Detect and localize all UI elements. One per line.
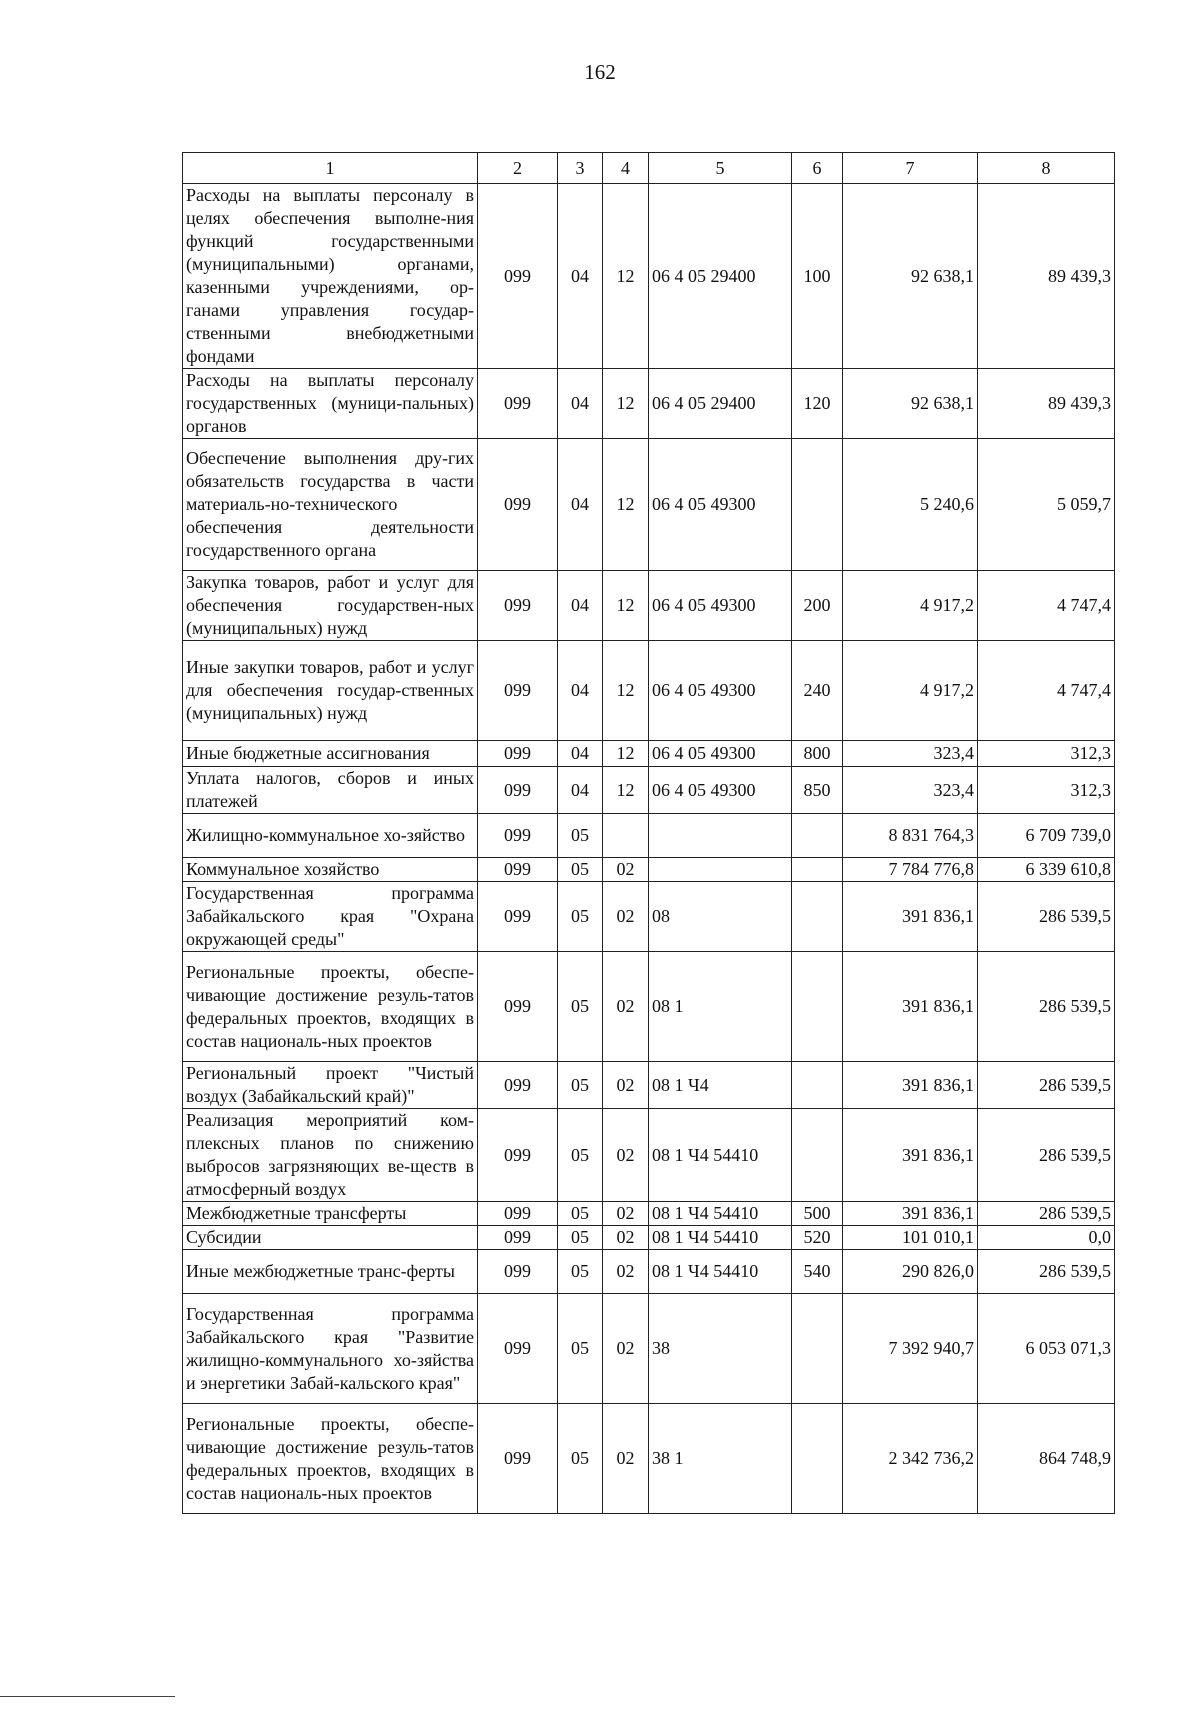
row-name-cell: Региональные проекты, обеспе-чивающие достижение резуль-татов федеральных проектов, входящих в состав националь-ных проектов <box>183 952 478 1062</box>
row-code-cell: 099 <box>478 641 558 741</box>
row-target-article-cell <box>649 858 792 882</box>
column-header: 8 <box>978 153 1115 184</box>
row-amount-cell: 391 836,1 <box>843 1202 978 1226</box>
row-section-cell: 04 <box>558 571 603 641</box>
row-target-article-cell: 06 4 05 49300 <box>649 767 792 814</box>
row-expense-type-cell: 500 <box>792 1202 843 1226</box>
row-section-cell: 05 <box>558 1202 603 1226</box>
row-code-cell: 099 <box>478 1226 558 1250</box>
row-name-cell: Иные закупки товаров, работ и услуг для обеспечения государ-ственных (муниципальных) нужд <box>183 641 478 741</box>
row-name-cell: Уплата налогов, сборов и иных платежей <box>183 767 478 814</box>
row-section-cell: 05 <box>558 1109 603 1202</box>
row-subsection-cell: 12 <box>603 184 649 369</box>
row-section-cell: 05 <box>558 882 603 952</box>
row-target-article-cell: 08 1 Ч4 54410 <box>649 1109 792 1202</box>
row-code-cell: 099 <box>478 369 558 439</box>
row-target-article-cell: 08 1 Ч4 54410 <box>649 1226 792 1250</box>
row-subsection-cell: 02 <box>603 1062 649 1109</box>
row-subsection-cell: 12 <box>603 369 649 439</box>
row-amount-cell: 286 539,5 <box>978 882 1115 952</box>
column-header: 2 <box>478 153 558 184</box>
row-expense-type-cell <box>792 814 843 858</box>
row-amount-cell: 6 053 071,3 <box>978 1294 1115 1404</box>
row-code-cell: 099 <box>478 952 558 1062</box>
column-header: 1 <box>183 153 478 184</box>
row-expense-type-cell <box>792 1294 843 1404</box>
row-expense-type-cell <box>792 1062 843 1109</box>
row-code-cell: 099 <box>478 1404 558 1514</box>
table-header <box>183 153 1115 184</box>
row-target-article-cell: 06 4 05 49300 <box>649 741 792 767</box>
row-code-cell: 099 <box>478 882 558 952</box>
row-subsection-cell: 02 <box>603 1250 649 1294</box>
row-subsection-cell: 02 <box>603 1109 649 1202</box>
row-name-cell: Государственная программа Забайкальского края "Охрана окружающей среды" <box>183 882 478 952</box>
table-row <box>183 767 1115 814</box>
row-code-cell: 099 <box>478 1109 558 1202</box>
row-code-cell: 099 <box>478 184 558 369</box>
row-amount-cell: 92 638,1 <box>843 369 978 439</box>
table-row <box>183 858 1115 882</box>
row-target-article-cell: 08 1 <box>649 952 792 1062</box>
table-row <box>183 741 1115 767</box>
row-name-cell: Обеспечение выполнения дру-гих обязательств государства в части материаль-но-технического обеспечения деятельности государственного органа <box>183 439 478 571</box>
table-row <box>183 952 1115 1062</box>
row-name-cell: Коммунальное хозяйство <box>183 858 478 882</box>
row-expense-type-cell: 120 <box>792 369 843 439</box>
row-expense-type-cell: 540 <box>792 1250 843 1294</box>
column-header: 4 <box>603 153 649 184</box>
row-name-cell: Государственная программа Забайкальского края "Развитие жилищно-коммунального хо-зяйства и энергетики Забай-кальского края" <box>183 1294 478 1404</box>
row-target-article-cell: 06 4 05 49300 <box>649 641 792 741</box>
row-section-cell: 05 <box>558 952 603 1062</box>
row-amount-cell: 4 917,2 <box>843 571 978 641</box>
row-name-cell: Региональный проект "Чистый воздух (Забайкальский край)" <box>183 1062 478 1109</box>
row-subsection-cell: 12 <box>603 767 649 814</box>
row-section-cell: 04 <box>558 439 603 571</box>
table-row <box>183 1404 1115 1514</box>
row-subsection-cell: 02 <box>603 1404 649 1514</box>
row-amount-cell: 2 342 736,2 <box>843 1404 978 1514</box>
row-name-cell: Региональные проекты, обеспе-чивающие достижение резуль-татов федеральных проектов, входящих в состав националь-ных проектов <box>183 1404 478 1514</box>
row-section-cell: 05 <box>558 1250 603 1294</box>
column-header: 5 <box>649 153 792 184</box>
row-amount-cell: 323,4 <box>843 741 978 767</box>
row-amount-cell: 286 539,5 <box>978 1250 1115 1294</box>
row-target-article-cell: 08 <box>649 882 792 952</box>
row-section-cell: 04 <box>558 641 603 741</box>
row-section-cell: 05 <box>558 1226 603 1250</box>
row-subsection-cell: 02 <box>603 952 649 1062</box>
row-expense-type-cell: 200 <box>792 571 843 641</box>
row-section-cell: 05 <box>558 1404 603 1514</box>
page-number: 162 <box>584 60 616 84</box>
row-amount-cell: 312,3 <box>978 741 1115 767</box>
row-amount-cell: 8 831 764,3 <box>843 814 978 858</box>
row-expense-type-cell <box>792 1404 843 1514</box>
row-target-article-cell: 08 1 Ч4 54410 <box>649 1250 792 1294</box>
row-amount-cell: 286 539,5 <box>978 1062 1115 1109</box>
row-code-cell: 099 <box>478 1202 558 1226</box>
row-expense-type-cell <box>792 439 843 571</box>
row-subsection-cell <box>603 814 649 858</box>
row-code-cell: 099 <box>478 571 558 641</box>
row-expense-type-cell: 520 <box>792 1226 843 1250</box>
row-target-article-cell <box>649 814 792 858</box>
row-target-article-cell: 06 4 05 29400 <box>649 184 792 369</box>
row-section-cell: 05 <box>558 1294 603 1404</box>
row-name-cell: Субсидии <box>183 1226 478 1250</box>
row-subsection-cell: 12 <box>603 741 649 767</box>
row-amount-cell: 286 539,5 <box>978 1202 1115 1226</box>
table-row <box>183 1250 1115 1294</box>
row-amount-cell: 101 010,1 <box>843 1226 978 1250</box>
row-code-cell: 099 <box>478 814 558 858</box>
header-row <box>183 153 1115 184</box>
row-name-cell: Расходы на выплаты персоналу государственных (муници-пальных) органов <box>183 369 478 439</box>
table-row <box>183 369 1115 439</box>
row-target-article-cell: 06 4 05 49300 <box>649 439 792 571</box>
table-row <box>183 1109 1115 1202</box>
row-amount-cell: 7 784 776,8 <box>843 858 978 882</box>
table-row <box>183 1062 1115 1109</box>
row-amount-cell: 4 917,2 <box>843 641 978 741</box>
row-expense-type-cell: 850 <box>792 767 843 814</box>
row-expense-type-cell <box>792 1109 843 1202</box>
table-row <box>183 571 1115 641</box>
row-section-cell: 04 <box>558 767 603 814</box>
column-header: 3 <box>558 153 603 184</box>
scan-edge-line <box>0 1696 175 1697</box>
column-header: 6 <box>792 153 843 184</box>
row-subsection-cell: 12 <box>603 571 649 641</box>
row-amount-cell: 5 240,6 <box>843 439 978 571</box>
row-amount-cell: 290 826,0 <box>843 1250 978 1294</box>
row-expense-type-cell: 100 <box>792 184 843 369</box>
row-name-cell: Иные межбюджетные транс-ферты <box>183 1250 478 1294</box>
row-amount-cell: 6 339 610,8 <box>978 858 1115 882</box>
row-amount-cell: 6 709 739,0 <box>978 814 1115 858</box>
table-row <box>183 1294 1115 1404</box>
row-amount-cell: 5 059,7 <box>978 439 1115 571</box>
row-amount-cell: 89 439,3 <box>978 369 1115 439</box>
row-amount-cell: 92 638,1 <box>843 184 978 369</box>
row-amount-cell: 391 836,1 <box>843 1062 978 1109</box>
row-subsection-cell: 02 <box>603 882 649 952</box>
row-section-cell: 04 <box>558 369 603 439</box>
row-amount-cell: 391 836,1 <box>843 952 978 1062</box>
row-code-cell: 099 <box>478 439 558 571</box>
row-expense-type-cell <box>792 952 843 1062</box>
row-name-cell: Иные бюджетные ассигнования <box>183 741 478 767</box>
row-section-cell: 05 <box>558 814 603 858</box>
row-code-cell: 099 <box>478 1250 558 1294</box>
row-code-cell: 099 <box>478 858 558 882</box>
row-code-cell: 099 <box>478 741 558 767</box>
row-name-cell: Расходы на выплаты персоналу в целях обеспечения выполне-ния функций государственными (муниципальными) органами, казенными учреждениями, ор-ганами управления государ-ственными внебюджетными фондами <box>183 184 478 369</box>
row-name-cell: Закупка товаров, работ и услуг для обеспечения государствен-ных (муниципальных) нужд <box>183 571 478 641</box>
row-amount-cell: 0,0 <box>978 1226 1115 1250</box>
table-row <box>183 1226 1115 1250</box>
row-section-cell: 05 <box>558 1062 603 1109</box>
row-section-cell: 04 <box>558 184 603 369</box>
row-code-cell: 099 <box>478 767 558 814</box>
row-name-cell: Жилищно-коммунальное хо-зяйство <box>183 814 478 858</box>
row-section-cell: 04 <box>558 741 603 767</box>
row-amount-cell: 323,4 <box>843 767 978 814</box>
row-target-article-cell: 38 1 <box>649 1404 792 1514</box>
row-amount-cell: 286 539,5 <box>978 1109 1115 1202</box>
row-expense-type-cell: 240 <box>792 641 843 741</box>
row-amount-cell: 89 439,3 <box>978 184 1115 369</box>
row-target-article-cell: 08 1 Ч4 <box>649 1062 792 1109</box>
row-subsection-cell: 02 <box>603 1226 649 1250</box>
row-subsection-cell: 12 <box>603 439 649 571</box>
row-code-cell: 099 <box>478 1062 558 1109</box>
column-header: 7 <box>843 153 978 184</box>
row-expense-type-cell <box>792 882 843 952</box>
row-subsection-cell: 02 <box>603 1202 649 1226</box>
row-name-cell: Реализация мероприятий ком-плексных планов по снижению выбросов загрязняющих ве-ществ в атмосферный воздух <box>183 1109 478 1202</box>
table-row <box>183 439 1115 571</box>
row-target-article-cell: 08 1 Ч4 54410 <box>649 1202 792 1226</box>
row-expense-type-cell <box>792 858 843 882</box>
row-amount-cell: 286 539,5 <box>978 952 1115 1062</box>
row-amount-cell: 4 747,4 <box>978 571 1115 641</box>
row-name-cell: Межбюджетные трансферты <box>183 1202 478 1226</box>
row-subsection-cell: 02 <box>603 858 649 882</box>
table-row <box>183 1202 1115 1226</box>
row-amount-cell: 312,3 <box>978 767 1115 814</box>
row-target-article-cell: 06 4 05 29400 <box>649 369 792 439</box>
row-amount-cell: 864 748,9 <box>978 1404 1115 1514</box>
row-section-cell: 05 <box>558 858 603 882</box>
row-subsection-cell: 02 <box>603 1294 649 1404</box>
row-amount-cell: 7 392 940,7 <box>843 1294 978 1404</box>
table-row <box>183 882 1115 952</box>
table-body <box>183 184 1115 1514</box>
row-target-article-cell: 38 <box>649 1294 792 1404</box>
row-subsection-cell: 12 <box>603 641 649 741</box>
row-amount-cell: 391 836,1 <box>843 1109 978 1202</box>
table-row <box>183 184 1115 369</box>
row-code-cell: 099 <box>478 1294 558 1404</box>
row-amount-cell: 391 836,1 <box>843 882 978 952</box>
budget-table <box>182 152 1115 1514</box>
row-expense-type-cell: 800 <box>792 741 843 767</box>
row-amount-cell: 4 747,4 <box>978 641 1115 741</box>
table-row <box>183 641 1115 741</box>
row-target-article-cell: 06 4 05 49300 <box>649 571 792 641</box>
table-row <box>183 814 1115 858</box>
